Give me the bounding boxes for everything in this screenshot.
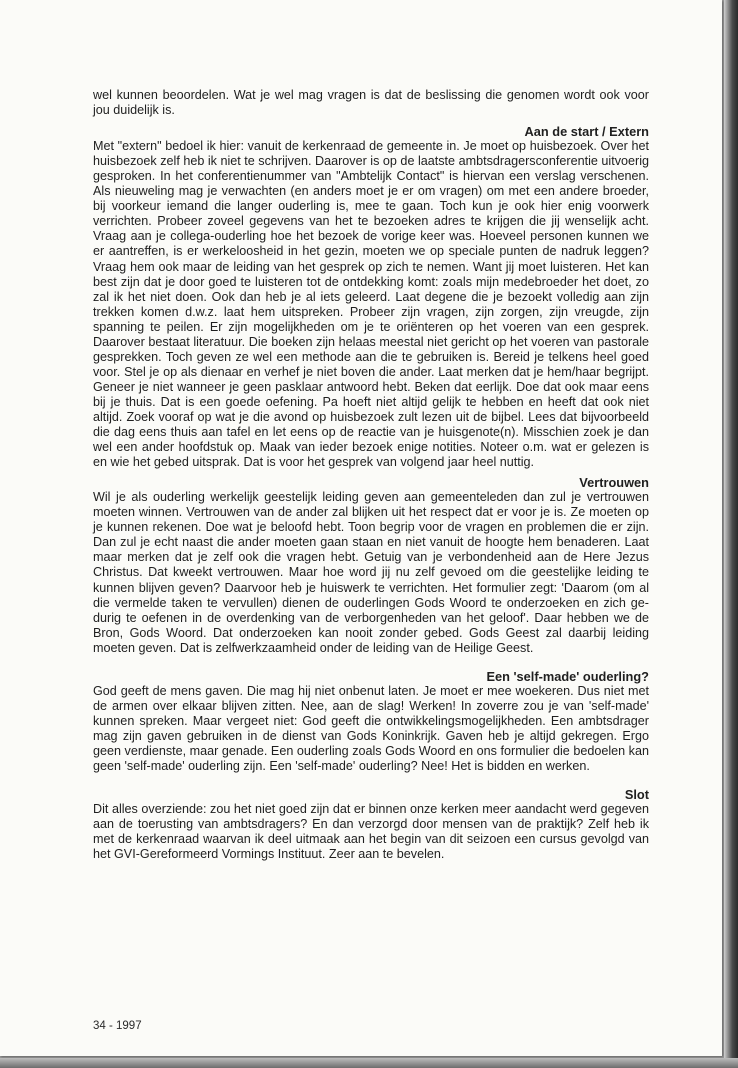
paragraph-vertrouwen: Wil je als ouderling werkelijk geestelijk leiding geven aan gemeenteleden dan zul je vertrouwen moeten winnen. Vertrouwen van de ander zal blijken uit het respect dat er voor je is. Ze moeten op je kunnen rekenen. Doe wat je beloofd hebt. Toon begrip voor de vragen en problemen die er zijn. Dan zul je echt naast die ander moeten gaan staan en niet vanuit de hoogte hem benaderen. Laat maar merken dat je zelf ook die vragen hebt. Getuig van je verbondenheid aan de Here Jezus Christus. Dat kweekt vertrouwen. Maar hoe word jij nu zelf gevoed om die geestelijke leiding te kunnen blijven geven? Daarvoor heb je huiswerk te verrichten. Het formulier zegt: 'Daarom (om al die vermelde taken te vervullen) dienen de ouderlingen Gods Woord te onderzoeken en zich gedurig te oefenen in de overdenking van de verborgenheden van het geloof'. Daar hebben we de Bron, Gods Woord. Dat onderzoeken kan nooit zonder gebed. Gods Geest zal daarbij leiding moeten geven. Dat is zelfwerkzaamheid onder de leiding van de Heilige Geest.	[93, 490, 649, 655]
heading-self-made: Een 'self-made' ouderling?	[486, 668, 649, 684]
heading-aan-de-start: Aan de start / Extern	[524, 124, 649, 140]
heading-vertrouwen: Vertrouwen	[579, 475, 649, 491]
paragraph-self-made: God geeft de mens gaven. Die mag hij niet onbenut laten. Je moet er mee woekeren. Dus niet met de armen over elkaar blijven zitten. Nee, aan de slag! Werken! In zoverre zou je van 'self-made' kunnen spreken. Maar vergeet niet: God geeft die ontwikkelingsmogelijkheden. Een ambtsdrager mag zijn gaven gebruiken in de dienst van Gods Koninkrijk. Gaven heb je altijd gekregen. Ergo geen verdienste, maar genade. Een ouderling zoals Gods Woord en ons formulier die bedoelen kan geen 'self-made' ouderling zijn. Een 'self-made' ouderling? Nee! Het is bidden en werken.	[93, 683, 649, 774]
intro-paragraph: wel kunnen beoordelen. Wat je wel mag vragen is dat de beslissing die genomen wordt ook voor jou duidelijk is.	[93, 88, 649, 118]
page-number: 34 - 1997	[93, 1020, 142, 1032]
heading-slot: Slot	[624, 787, 649, 803]
page-edge-bottom	[0, 1058, 738, 1068]
page-edge-right	[724, 0, 738, 1068]
paragraph-slot: Dit alles overziende: zou het niet goed zijn dat er binnen onze kerken meer aandacht werd gegeven aan de toerusting van ambtsdragers? En dan verzorgd door mensen van de praktijk? Zelf heb ik met de kerkenraad waarvan ik deel uitmaak aan het begin van dit seizoen een cursus gevolgd van het GVI-Gereformeerd Vormings Instituut. Zeer aan te bevelen.	[93, 802, 649, 862]
paragraph-aan-de-start: Met "extern" bedoel ik hier: vanuit de kerkenraad de gemeente in. Je moet op huisbezoek. Over het huisbezoek zelf heb ik niet te schrijven. Daarover is op de laatste ambtsdragersconferentie uitvoerig gesproken. In het conferentienummer van "Ambtelijk Contact" is hiervan een verslag verschenen. Als nieuweling mag je verwachten (en anders moet je er om vragen) om met een andere broeder, bij voorkeur iemand die langer ouderling is, mee te gaan. Toch kun je ook hier enig voorwerk verrichten. Probeer zoveel gegevens van het te bezoeken adres te krijgen die jij wenselijk acht. Vraag aan je collega-ouderling hoe het bezoek de vorige keer was. Hoeveel personen kunnen we er aantreffen, is er werkeloosheid in het gezin, moeten we op speciale punten de nadruk leggen? Vraag hem ook maar de leiding van het gesprek op zich te nemen. Want jij moet luisteren. Het kan best zijn dat je door goed te luisteren tot de ontdekking komt: zoals mijn medebroeder het doet, zo zal ik het niet doen. Ook dan heb je al iets geleerd. Laat degene die je bezoekt volledig aan zijn trekken komen d.w.z. laat hem uitspreken. Probeer zijn vragen, zijn zorgen, zijn vreugde, zijn spanning te peilen. Er zijn mogelijkheden om je te oriënteren op het voeren van een gesprek. Daarover bestaat literatuur. Die boeken zijn helaas meestal niet gericht op het voeren van pastorale gesprekken. Toch geven ze wel een methode aan die te gebruiken is. Bereid je telkens heel goed voor. Stel je op als dienaar en verhef je niet boven die ander. Laat merken dat je hem/haar begrijpt. Geneer je niet wanneer je geen pasklaar antwoord hebt. Beken dat eerlijk. Doe dat ook maar eens bij je thuis. Dat is een goede oefening. Pa hoeft niet altijd gelijk te hebben en heeft dat ook niet altijd. Zoek vooraf op wat je die avond op huisbezoek zult lezen uit de bijbel. Lees dat bijvoorbeeld die dag eens thuis aan tafel en let eens op de reactie van je huisgenote(n). Misschien zoek je dan wel een ander hoofdstuk op. Maak van ieder bezoek enige notities. Noteer o.m. wat er gelezen is en wie het gebed uitsprak. Dat is voor het gesprek van volgend jaar heel nuttig.	[93, 139, 649, 470]
article-body	[93, 88, 649, 862]
